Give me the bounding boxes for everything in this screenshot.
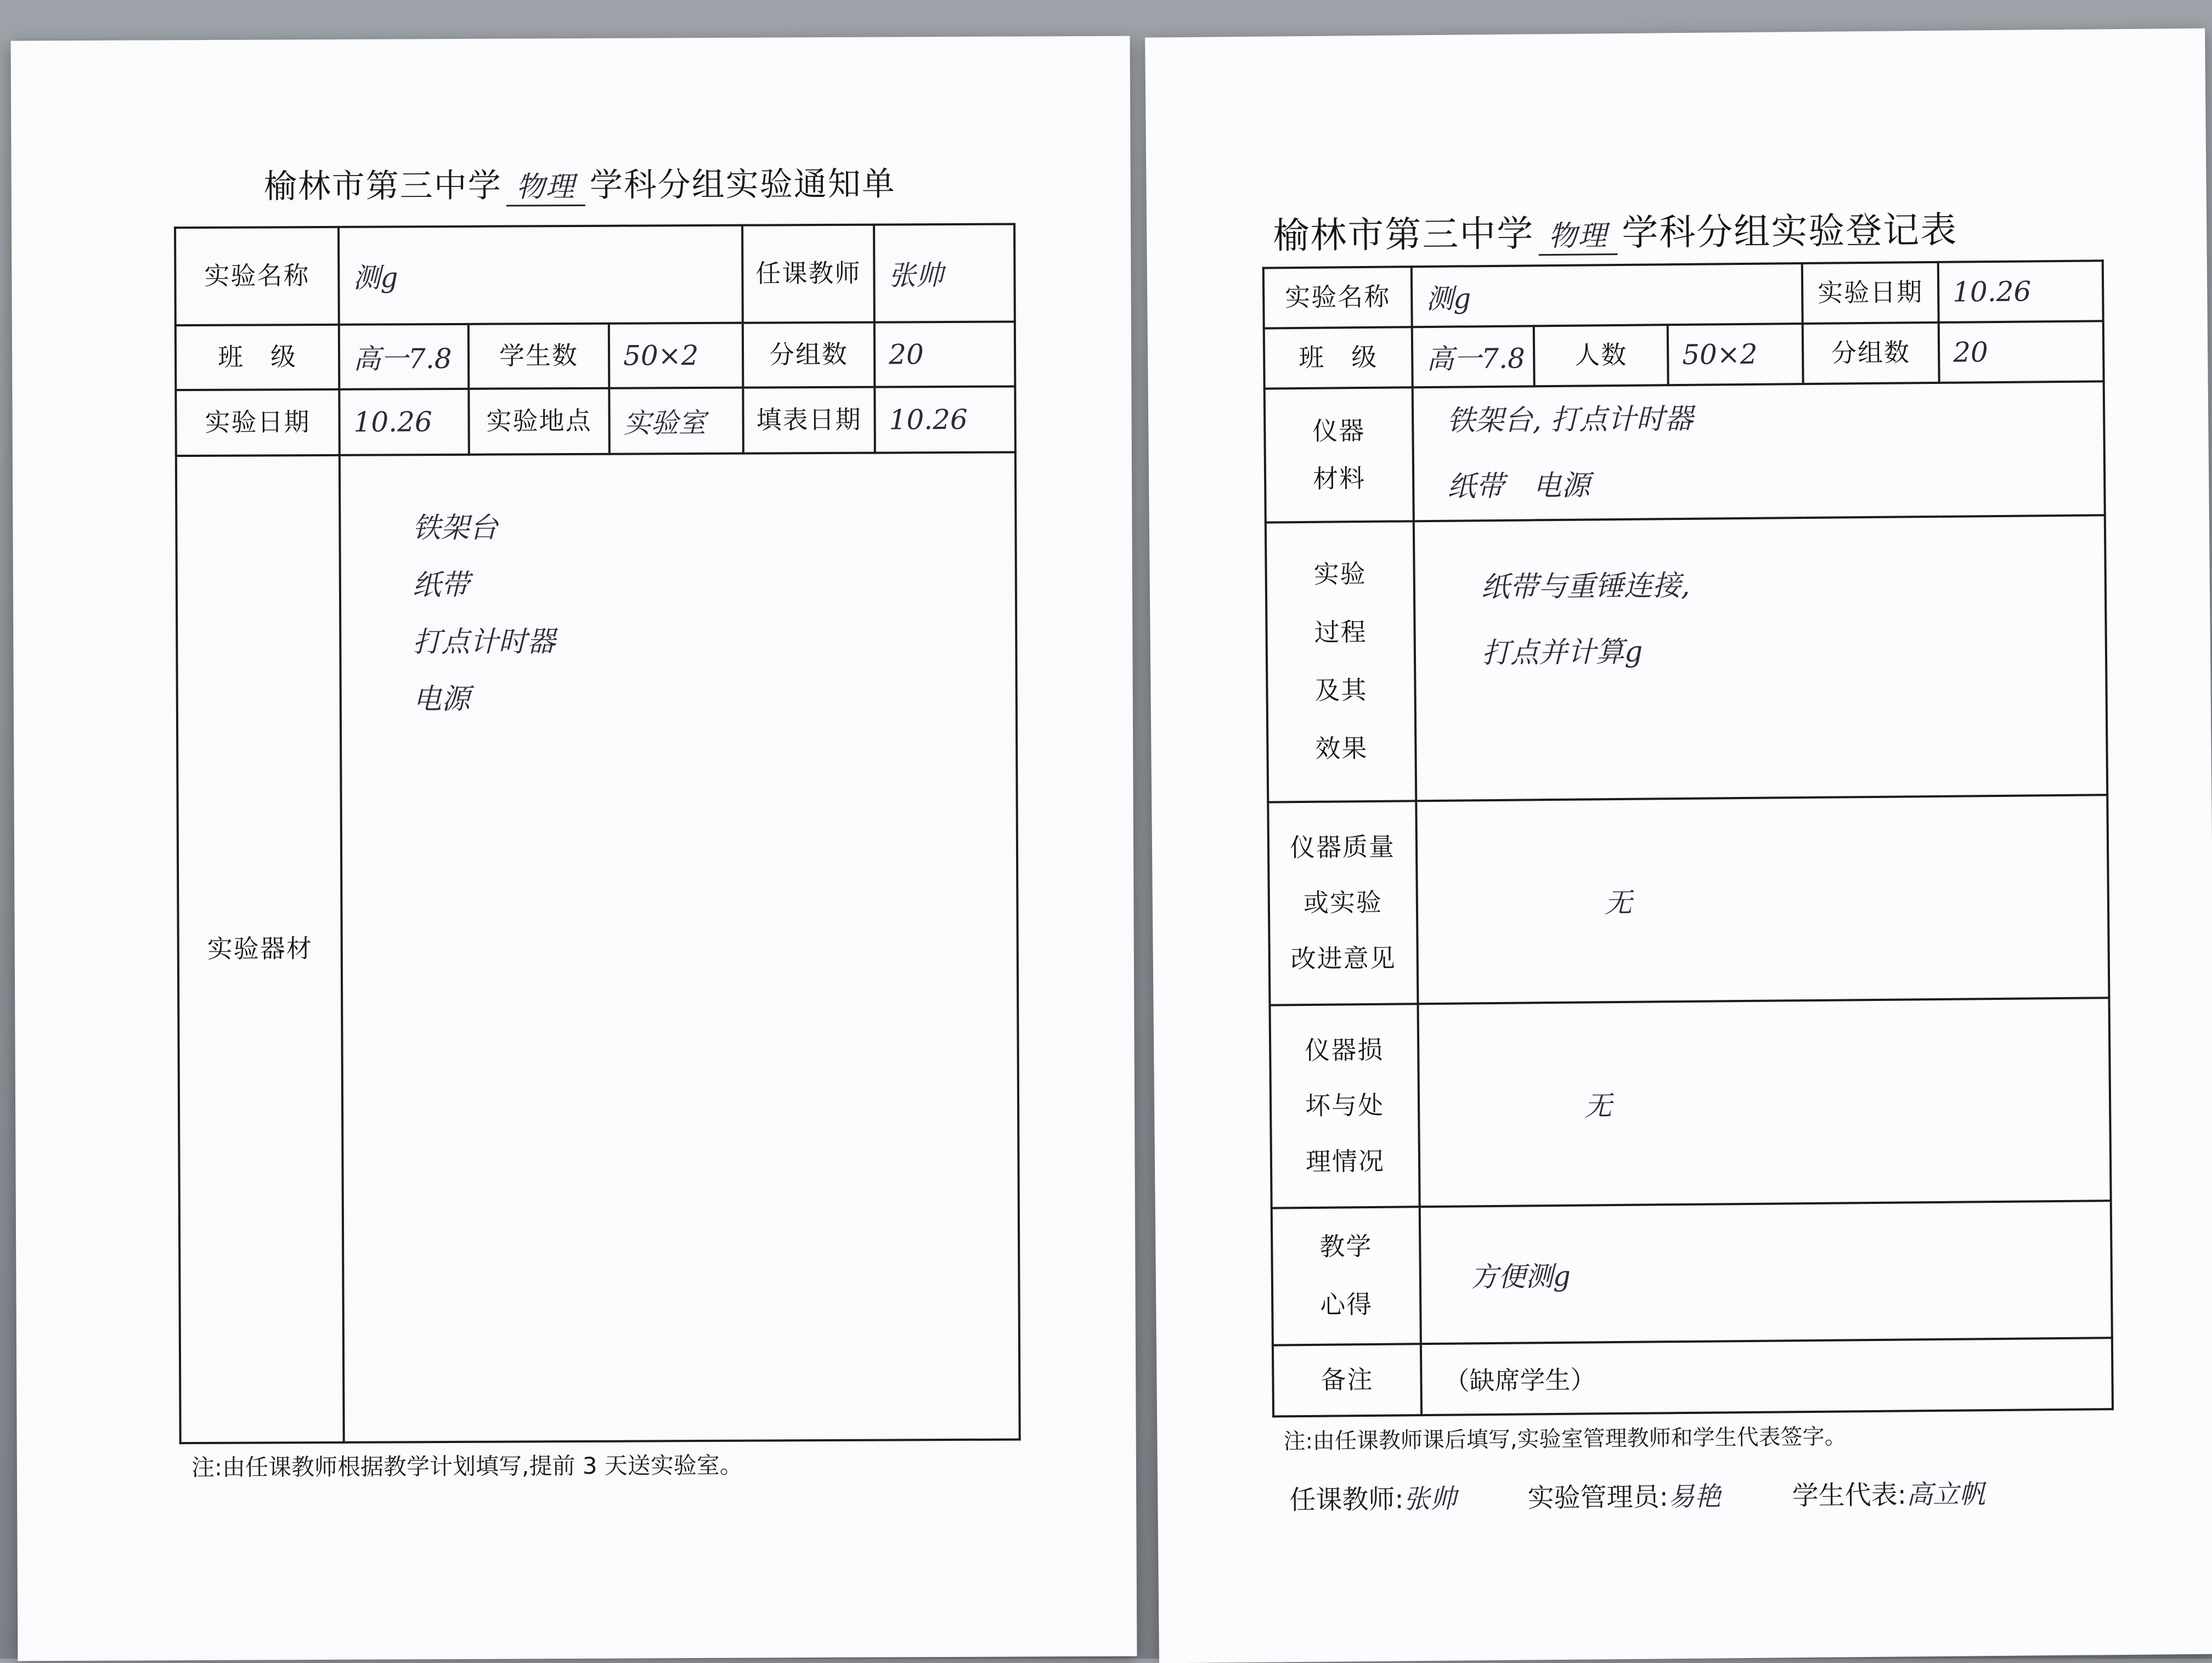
- label-damage: [1270, 1004, 1420, 1208]
- value-experiment-date: [1938, 261, 2103, 323]
- instruments-line: 纸带 电源: [1447, 469, 1590, 504]
- title-subject-handwritten: 物理: [1538, 212, 1618, 256]
- label-equipment: 实验器材: [176, 455, 344, 1443]
- left-footnote: 注:由任课教师根据教学计划填写,提前 3 天送实验室。: [191, 1451, 743, 1481]
- label-teacher: 任课教师: [742, 225, 874, 323]
- handwritten-class: 高一7.8: [353, 342, 452, 375]
- label-quality-line: 或实验: [1303, 887, 1383, 918]
- label-experiment-name: 实验名称: [1263, 267, 1412, 328]
- value-student-count: [609, 323, 743, 388]
- handwritten-damage: 无: [1584, 1090, 1612, 1122]
- label-damage-line: 仪器损: [1304, 1034, 1384, 1066]
- handwritten-location: 实验室: [623, 406, 706, 439]
- handwritten-experiment-name: 测g: [1426, 282, 1471, 315]
- value-damage: [1418, 998, 2111, 1207]
- value-instruments: [1413, 381, 2105, 521]
- label-damage-line: 理情况: [1305, 1146, 1385, 1176]
- handwritten-teaching: 方便测g: [1470, 1260, 1571, 1293]
- value-experiment-name: [1412, 263, 1803, 327]
- process-line: 打点并计算g: [1481, 635, 1643, 670]
- label-teaching: [1272, 1207, 1421, 1345]
- label-class: 班 级: [176, 325, 340, 390]
- instruments-line: 铁架台, 打点计时器: [1446, 402, 1694, 438]
- teacher-signature-label: 任课教师:: [1289, 1484, 1404, 1516]
- label-process-line: 过程: [1314, 617, 1367, 648]
- label-quality: [1268, 801, 1418, 1005]
- handwritten-group-count: 20: [1953, 336, 1989, 369]
- value-quality: [1416, 795, 2109, 1004]
- equipment-item: 铁架台: [412, 511, 498, 545]
- label-quality-line: 改进意见: [1290, 943, 1396, 974]
- label-student-count: 学生数: [469, 324, 610, 389]
- handwritten-experiment-date: 10.26: [1952, 275, 2032, 308]
- label-damage-line: 坏与处: [1305, 1090, 1385, 1121]
- label-instruments-line: 仪器: [1312, 415, 1365, 446]
- signature-row: [1289, 1473, 1985, 1517]
- label-class: 班 级: [1264, 327, 1413, 388]
- label-experiment-date: 实验日期: [176, 389, 340, 456]
- value-location: [609, 388, 743, 454]
- label-process-line: 及其: [1314, 675, 1368, 705]
- handwritten-experiment-name: 测g: [353, 262, 398, 294]
- label-experiment-name: 实验名称: [175, 227, 339, 325]
- value-people-count: [1668, 324, 1803, 385]
- label-teaching-line: 心得: [1320, 1289, 1373, 1320]
- label-process: [1266, 521, 1416, 802]
- notification-sheet: [11, 36, 1137, 1661]
- title-school: 榆林市第三中学: [263, 166, 502, 206]
- lab-admin-signature-label: 实验管理员:: [1527, 1481, 1668, 1514]
- value-experiment-date: [339, 389, 469, 455]
- value-fill-date: [874, 386, 1015, 452]
- right-form-title: [1273, 201, 1958, 259]
- handwritten-class: 高一7.8: [1426, 342, 1526, 376]
- value-class: [1412, 326, 1534, 387]
- title-form-type: 学科分组实验通知单: [589, 165, 896, 205]
- label-group-count: 分组数: [743, 323, 875, 388]
- handwritten-people-count: 50×2: [1681, 338, 1758, 371]
- teacher-signature: 张帅: [1403, 1483, 1457, 1515]
- label-quality-line: 仪器质量: [1289, 832, 1396, 863]
- left-form-title: [264, 157, 896, 207]
- value-group-count: [1939, 321, 2104, 383]
- equipment-list: [341, 497, 1015, 728]
- value-teacher: [874, 224, 1015, 322]
- value-remarks: [1421, 1338, 2113, 1415]
- label-process-line: 实验: [1313, 559, 1367, 590]
- label-experiment-date: 实验日期: [1802, 262, 1939, 324]
- instruments-text: [1414, 382, 2104, 520]
- label-process-line: 效果: [1315, 733, 1368, 763]
- lab-admin-signature: 易艳: [1668, 1481, 1722, 1513]
- registration-sheet: [1145, 29, 2212, 1663]
- value-group-count: [874, 321, 1015, 387]
- value-experiment-name: [338, 225, 743, 325]
- label-instruments-line: 材料: [1312, 463, 1366, 494]
- handwritten-experiment-date: 10.26: [353, 406, 432, 438]
- handwritten-quality: 无: [1604, 886, 1633, 919]
- handwritten-group-count: 20: [888, 338, 924, 371]
- student-rep-signature-label: 学生代表:: [1792, 1479, 1907, 1512]
- label-fill-date: 填表日期: [743, 387, 875, 454]
- title-school: 榆林市第三中学: [1272, 212, 1534, 257]
- value-process: [1414, 515, 2107, 801]
- handwritten-teacher: 张帅: [888, 259, 944, 292]
- label-location: 实验地点: [469, 388, 610, 455]
- registration-table: [1262, 259, 2114, 1417]
- process-text: [1415, 549, 2105, 687]
- equipment-item: 纸带: [412, 568, 470, 602]
- handwritten-fill-date: 10.26: [889, 403, 968, 436]
- title-form-type: 学科分组实验登记表: [1621, 208, 1958, 254]
- label-instruments: [1265, 387, 1414, 522]
- process-line: 纸带与重锤连接,: [1481, 569, 1690, 604]
- value-class: [339, 324, 469, 389]
- label-group-count: 分组数: [1803, 323, 1939, 384]
- remarks-text: （缺席学生）: [1444, 1365, 1596, 1396]
- right-footnote: 注:由任课教师课后填写,实验室管理教师和学生代表签字。: [1283, 1424, 1847, 1455]
- student-rep-signature: 高立帆: [1906, 1479, 1986, 1511]
- value-teaching: [1420, 1201, 2112, 1344]
- equipment-item: 打点计时器: [413, 625, 556, 659]
- label-remarks: 备注: [1273, 1344, 1421, 1416]
- equipment-item: 电源: [413, 682, 470, 716]
- title-subject-handwritten: 物理: [506, 163, 585, 207]
- notification-table: [174, 223, 1021, 1444]
- handwritten-student-count: 50×2: [623, 339, 699, 372]
- value-equipment: [340, 452, 1020, 1442]
- label-people-count: 人数: [1534, 325, 1668, 386]
- label-teaching-line: 教学: [1319, 1231, 1373, 1262]
